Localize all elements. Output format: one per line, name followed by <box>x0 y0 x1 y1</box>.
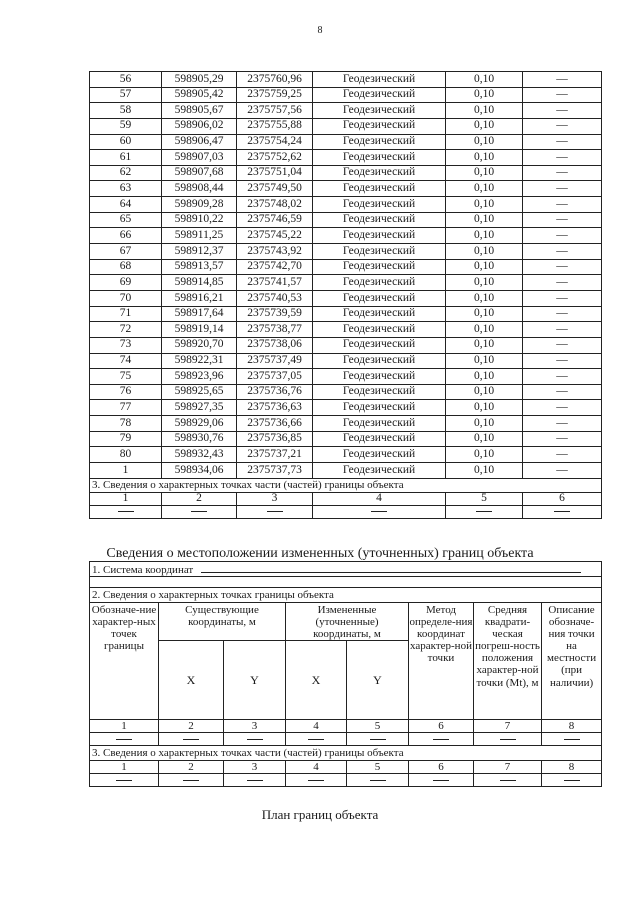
dash-cell <box>90 733 159 746</box>
point-n-cell: 78 <box>90 416 162 432</box>
point-n-cell: 70 <box>90 290 162 306</box>
column-number: 5 <box>347 761 409 774</box>
point-n-cell: 68 <box>90 259 162 275</box>
point-x-cell: 598906,47 <box>162 134 237 150</box>
column-number: 8 <box>542 720 602 733</box>
point-n-cell: 72 <box>90 322 162 338</box>
table-row <box>90 212 602 228</box>
point-n-cell: 66 <box>90 228 162 244</box>
point-desc-cell: — <box>523 416 602 432</box>
point-desc-cell: — <box>523 150 602 166</box>
point-n-cell: 71 <box>90 306 162 322</box>
table-row <box>90 337 602 353</box>
point-y-cell: 2375757,56 <box>237 103 313 119</box>
table-row <box>90 134 602 150</box>
point-method-cell: Геодезический <box>313 165 446 181</box>
coord-system-label: 1. Система координат <box>92 564 194 576</box>
column-number: 3 <box>224 761 286 774</box>
column-number: 2 <box>159 761 224 774</box>
table-row <box>90 353 602 369</box>
point-y-cell: 2375738,06 <box>237 337 313 353</box>
coord-system-blank <box>201 562 581 573</box>
coord-system-row <box>90 562 602 577</box>
point-y-cell: 2375740,53 <box>237 290 313 306</box>
column-number: 4 <box>313 492 446 505</box>
dash-cell <box>474 774 542 787</box>
point-x-cell: 598909,28 <box>162 197 237 213</box>
point-err-cell: 0,10 <box>446 197 523 213</box>
column-number: 7 <box>474 761 542 774</box>
table-row <box>90 431 602 447</box>
column-number: 8 <box>542 761 602 774</box>
point-y-cell: 2375737,49 <box>237 353 313 369</box>
table-row <box>90 275 602 291</box>
header-description: Описание обозначе-ния точки на местности (при наличии) <box>542 603 602 720</box>
table-row <box>90 416 602 432</box>
point-y-cell: 2375746,59 <box>237 212 313 228</box>
point-desc-cell: — <box>523 431 602 447</box>
point-desc-cell: — <box>523 290 602 306</box>
point-err-cell: 0,10 <box>446 431 523 447</box>
point-err-cell: 0,10 <box>446 353 523 369</box>
point-desc-cell: — <box>523 118 602 134</box>
point-desc-cell: — <box>523 400 602 416</box>
column-number: 6 <box>409 761 474 774</box>
point-method-cell: Геодезический <box>313 290 446 306</box>
column-number: 1 <box>90 492 162 505</box>
changed-boundaries-table <box>89 561 602 787</box>
dash-cell <box>347 774 409 787</box>
table-row <box>90 118 602 134</box>
point-y-cell: 2375736,76 <box>237 384 313 400</box>
column-number: 2 <box>159 720 224 733</box>
point-err-cell: 0,10 <box>446 400 523 416</box>
point-err-cell: 0,10 <box>446 118 523 134</box>
point-y-cell: 2375754,24 <box>237 134 313 150</box>
point-n-cell: 77 <box>90 400 162 416</box>
point-method-cell: Геодезический <box>313 259 446 275</box>
header-changed-y: Y <box>347 641 409 720</box>
header-method: Метод определе-ния координат характер-ной точки <box>409 603 474 720</box>
point-desc-cell: — <box>523 322 602 338</box>
point-method-cell: Геодезический <box>313 244 446 260</box>
point-n-cell: 73 <box>90 337 162 353</box>
dash-cell <box>542 733 602 746</box>
header-changed-x: X <box>286 641 347 720</box>
table-row <box>90 181 602 197</box>
point-method-cell: Геодезический <box>313 181 446 197</box>
column-number: 3 <box>237 492 313 505</box>
point-method-cell: Геодезический <box>313 228 446 244</box>
point-y-cell: 2375737,21 <box>237 447 313 463</box>
point-x-cell: 598910,22 <box>162 212 237 228</box>
point-n-cell: 69 <box>90 275 162 291</box>
point-y-cell: 2375741,57 <box>237 275 313 291</box>
char-points-label: 2. Сведения о характерных точках границы объекта <box>90 588 602 603</box>
point-x-cell: 598913,57 <box>162 259 237 275</box>
point-method-cell: Геодезический <box>313 369 446 385</box>
point-err-cell: 0,10 <box>446 290 523 306</box>
column-number: 3 <box>224 720 286 733</box>
point-x-cell: 598920,70 <box>162 337 237 353</box>
point-err-cell: 0,10 <box>446 212 523 228</box>
point-y-cell: 2375739,59 <box>237 306 313 322</box>
point-method-cell: Геодезический <box>313 353 446 369</box>
header-error: Средняя квадрати-ческая погреш-ность положения характер-ной точки (Mt), м <box>474 603 542 720</box>
point-method-cell: Геодезический <box>313 150 446 166</box>
point-method-cell: Геодезический <box>313 416 446 432</box>
point-desc-cell: — <box>523 447 602 463</box>
dash-cell <box>474 733 542 746</box>
point-err-cell: 0,10 <box>446 244 523 260</box>
point-x-cell: 598911,25 <box>162 228 237 244</box>
point-err-cell: 0,10 <box>446 87 523 103</box>
point-desc-cell: — <box>523 369 602 385</box>
point-method-cell: Геодезический <box>313 337 446 353</box>
point-method-cell: Геодезический <box>313 322 446 338</box>
page-number: 8 <box>317 25 323 36</box>
dash-cell <box>162 505 237 518</box>
point-y-cell: 2375736,63 <box>237 400 313 416</box>
point-y-cell: 2375736,66 <box>237 416 313 432</box>
point-desc-cell: — <box>523 463 602 479</box>
point-x-cell: 598917,64 <box>162 306 237 322</box>
point-y-cell: 2375742,70 <box>237 259 313 275</box>
point-n-cell: 56 <box>90 72 162 88</box>
point-x-cell: 598927,35 <box>162 400 237 416</box>
point-y-cell: 2375755,88 <box>237 118 313 134</box>
point-method-cell: Геодезический <box>313 400 446 416</box>
boundary-points-table <box>89 71 602 519</box>
point-n-cell: 61 <box>90 150 162 166</box>
point-n-cell: 64 <box>90 197 162 213</box>
table-row <box>90 103 602 119</box>
point-n-cell: 74 <box>90 353 162 369</box>
point-method-cell: Геодезический <box>313 72 446 88</box>
point-n-cell: 1 <box>90 463 162 479</box>
point-method-cell: Геодезический <box>313 103 446 119</box>
dash-cell <box>224 774 286 787</box>
point-err-cell: 0,10 <box>446 322 523 338</box>
point-y-cell: 2375737,05 <box>237 369 313 385</box>
point-n-cell: 60 <box>90 134 162 150</box>
header-changed-coords: Измененные (уточненные) координаты, м <box>286 603 409 641</box>
column-number: 4 <box>286 761 347 774</box>
point-err-cell: 0,10 <box>446 165 523 181</box>
table-row <box>90 244 602 260</box>
column-number: 1 <box>90 720 159 733</box>
point-x-cell: 598934,06 <box>162 463 237 479</box>
column-number: 4 <box>286 720 347 733</box>
point-x-cell: 598907,03 <box>162 150 237 166</box>
point-n-cell: 57 <box>90 87 162 103</box>
point-x-cell: 598930,76 <box>162 431 237 447</box>
point-y-cell: 2375749,50 <box>237 181 313 197</box>
point-desc-cell: — <box>523 181 602 197</box>
point-method-cell: Геодезический <box>313 384 446 400</box>
point-y-cell: 2375738,77 <box>237 322 313 338</box>
point-err-cell: 0,10 <box>446 72 523 88</box>
dash-cell <box>286 774 347 787</box>
part-section-label: 3. Сведения о характерных точках части (частей) границы объекта <box>90 746 602 761</box>
header-existing-y: Y <box>224 641 286 720</box>
header-existing-coords: Существующие координаты, м <box>159 603 286 641</box>
point-desc-cell: — <box>523 87 602 103</box>
point-desc-cell: — <box>523 197 602 213</box>
point-err-cell: 0,10 <box>446 369 523 385</box>
point-x-cell: 598907,68 <box>162 165 237 181</box>
point-method-cell: Геодезический <box>313 118 446 134</box>
dash-cell <box>286 733 347 746</box>
table-row <box>90 290 602 306</box>
point-desc-cell: — <box>523 306 602 322</box>
table-row <box>90 306 602 322</box>
point-x-cell: 598916,21 <box>162 290 237 306</box>
point-err-cell: 0,10 <box>446 306 523 322</box>
column-number: 2 <box>162 492 237 505</box>
point-y-cell: 2375751,04 <box>237 165 313 181</box>
point-desc-cell: — <box>523 228 602 244</box>
point-err-cell: 0,10 <box>446 337 523 353</box>
point-y-cell: 2375736,85 <box>237 431 313 447</box>
point-n-cell: 75 <box>90 369 162 385</box>
plan-title: План границ объекта <box>261 807 379 822</box>
point-n-cell: 59 <box>90 118 162 134</box>
point-x-cell: 598922,31 <box>162 353 237 369</box>
part-section-label: 3. Сведения о характерных точках части (частей) границы объекта <box>90 478 602 492</box>
header-point-names: Обозначе-ние характер-ных точек границы <box>90 603 159 720</box>
point-x-cell: 598905,67 <box>162 103 237 119</box>
table-row <box>90 447 602 463</box>
point-y-cell: 2375737,73 <box>237 463 313 479</box>
dash-cell <box>523 505 602 518</box>
point-n-cell: 62 <box>90 165 162 181</box>
table-row <box>90 400 602 416</box>
point-y-cell: 2375759,25 <box>237 87 313 103</box>
column-number: 5 <box>446 492 523 505</box>
point-desc-cell: — <box>523 72 602 88</box>
blank-row <box>90 577 602 588</box>
point-desc-cell: — <box>523 353 602 369</box>
point-x-cell: 598919,14 <box>162 322 237 338</box>
point-n-cell: 58 <box>90 103 162 119</box>
dash-cell <box>237 505 313 518</box>
point-x-cell: 598925,65 <box>162 384 237 400</box>
table-row <box>90 322 602 338</box>
column-number: 7 <box>474 720 542 733</box>
point-err-cell: 0,10 <box>446 463 523 479</box>
section-title: Сведения о местоположении измененных (уточненных) границ объекта <box>106 546 534 561</box>
point-n-cell: 76 <box>90 384 162 400</box>
point-method-cell: Геодезический <box>313 134 446 150</box>
point-method-cell: Геодезический <box>313 306 446 322</box>
header-existing-x: X <box>159 641 224 720</box>
table-row <box>90 384 602 400</box>
point-n-cell: 63 <box>90 181 162 197</box>
table-row <box>90 259 602 275</box>
point-err-cell: 0,10 <box>446 416 523 432</box>
column-number: 1 <box>90 761 159 774</box>
dash-cell <box>446 505 523 518</box>
point-desc-cell: — <box>523 337 602 353</box>
point-method-cell: Геодезический <box>313 212 446 228</box>
dash-cell <box>409 733 474 746</box>
point-desc-cell: — <box>523 212 602 228</box>
point-x-cell: 598906,02 <box>162 118 237 134</box>
table-row <box>90 87 602 103</box>
column-number: 6 <box>523 492 602 505</box>
point-y-cell: 2375743,92 <box>237 244 313 260</box>
point-err-cell: 0,10 <box>446 228 523 244</box>
point-x-cell: 598923,96 <box>162 369 237 385</box>
point-desc-cell: — <box>523 275 602 291</box>
point-err-cell: 0,10 <box>446 150 523 166</box>
dash-cell <box>347 733 409 746</box>
point-method-cell: Геодезический <box>313 463 446 479</box>
point-err-cell: 0,10 <box>446 275 523 291</box>
dash-cell <box>159 733 224 746</box>
point-x-cell: 598905,42 <box>162 87 237 103</box>
point-desc-cell: — <box>523 165 602 181</box>
point-method-cell: Геодезический <box>313 87 446 103</box>
table-row <box>90 463 602 479</box>
column-number: 6 <box>409 720 474 733</box>
point-desc-cell: — <box>523 384 602 400</box>
dash-cell <box>313 505 446 518</box>
point-err-cell: 0,10 <box>446 384 523 400</box>
point-method-cell: Геодезический <box>313 431 446 447</box>
point-method-cell: Геодезический <box>313 197 446 213</box>
dash-cell <box>542 774 602 787</box>
point-n-cell: 80 <box>90 447 162 463</box>
point-x-cell: 598912,37 <box>162 244 237 260</box>
point-y-cell: 2375760,96 <box>237 72 313 88</box>
point-method-cell: Геодезический <box>313 447 446 463</box>
point-desc-cell: — <box>523 103 602 119</box>
point-n-cell: 79 <box>90 431 162 447</box>
point-err-cell: 0,10 <box>446 103 523 119</box>
point-n-cell: 65 <box>90 212 162 228</box>
point-desc-cell: — <box>523 244 602 260</box>
point-err-cell: 0,10 <box>446 181 523 197</box>
table-row <box>90 150 602 166</box>
dash-cell <box>224 733 286 746</box>
point-method-cell: Геодезический <box>313 275 446 291</box>
point-n-cell: 67 <box>90 244 162 260</box>
point-desc-cell: — <box>523 259 602 275</box>
point-x-cell: 598908,44 <box>162 181 237 197</box>
table-row <box>90 369 602 385</box>
point-desc-cell: — <box>523 134 602 150</box>
dash-cell <box>90 505 162 518</box>
dash-cell <box>409 774 474 787</box>
point-err-cell: 0,10 <box>446 259 523 275</box>
dash-cell <box>159 774 224 787</box>
point-err-cell: 0,10 <box>446 447 523 463</box>
point-y-cell: 2375745,22 <box>237 228 313 244</box>
point-err-cell: 0,10 <box>446 134 523 150</box>
point-y-cell: 2375748,02 <box>237 197 313 213</box>
point-x-cell: 598905,29 <box>162 72 237 88</box>
table-row <box>90 228 602 244</box>
point-y-cell: 2375752,62 <box>237 150 313 166</box>
table-row <box>90 72 602 88</box>
point-x-cell: 598932,43 <box>162 447 237 463</box>
point-x-cell: 598914,85 <box>162 275 237 291</box>
table-row <box>90 197 602 213</box>
table-row <box>90 165 602 181</box>
column-number: 5 <box>347 720 409 733</box>
dash-cell <box>90 774 159 787</box>
point-x-cell: 598929,06 <box>162 416 237 432</box>
